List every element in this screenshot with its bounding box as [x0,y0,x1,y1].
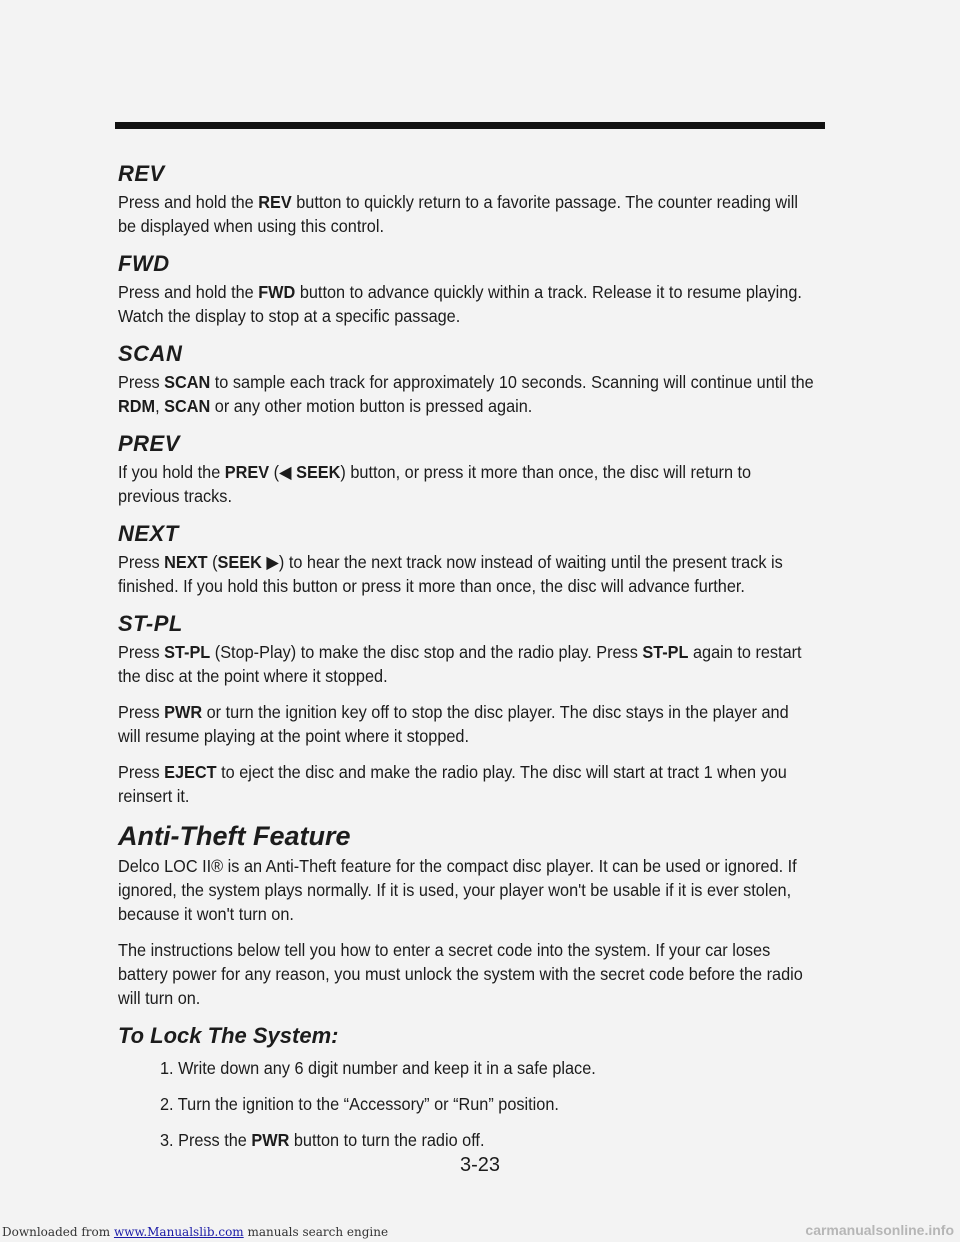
section-heading: PREV [118,431,180,456]
list-item: 1. Write down any 6 digit number and keep it in a safe place. [160,1058,596,1078]
section-heading: ST-PL [118,611,183,636]
section-heading: SCAN [118,341,183,366]
bold-term: NEXT [164,552,208,572]
section-rev [118,160,818,238]
watermark-text: carmanualsonline.info [805,1222,954,1238]
body-paragraph: Press SCAN to sample each track for approximately 10 seconds. Scanning will continue until the RDM, SCAN or any other motion button is pressed again. [118,372,814,416]
section-st-pl [118,610,818,808]
page-number: 3-23 [459,1154,501,1176]
bold-term: SEEK ▶ [217,552,279,572]
bold-term: RDM [118,396,156,416]
lock-steps-list [118,1056,818,1152]
body-paragraph: Press PWR or turn the ignition key off to stop the disc player. The disc stays in the player and will resume playing at the point where it stopped. [118,702,789,746]
body-paragraph: Press ST-PL (Stop-Play) to make the disc stop and the radio play. Press ST-PL again to restart the disc at the point where it stopped. [118,642,802,686]
bold-term: ST-PL [642,642,689,662]
body-paragraph: Press EJECT to eject the disc and make the radio play. The disc will start at tract 1 when you reinsert it. [118,762,787,806]
bold-term: FWD [258,282,296,302]
anti-theft-title: Anti-Theft Feature [118,821,351,851]
download-prefix: Downloaded from [2,1225,114,1239]
section-heading: REV [118,161,165,186]
list-item: 2. Turn the ignition to the “Accessory” or “Run” position. [160,1094,559,1114]
section-next [118,520,818,598]
section-prev [118,430,818,508]
bold-term: REV [258,192,292,212]
download-suffix: manuals search engine [243,1225,389,1239]
body-paragraph: If you hold the PREV (◀ SEEK) button, or press it more than once, the disc will return to previous tracks. [118,462,752,506]
header-rule [115,122,825,129]
body-paragraph: Press NEXT (SEEK ▶) to hear the next track now instead of waiting until the present track is finished. If you hold this button or press it more than once, the disc will advance further. [118,552,783,596]
bold-term: SCAN [164,396,211,416]
download-header [2,1225,388,1239]
bold-term: ST-PL [164,642,211,662]
body-paragraph: Press and hold the REV button to quickly return to a favorite passage. The counter reading will be displayed when using this control. [118,192,799,236]
section-scan [118,340,818,418]
list-item: 3. Press the PWR button to turn the radio off. [160,1130,485,1150]
bold-term: PWR [164,702,203,722]
section-fwd [118,250,818,328]
section-heading: FWD [118,251,170,276]
body-paragraph: Press and hold the FWD button to advance quickly within a track. Release it to resume playing. Watch the display to stop at a specific passage. [118,282,802,326]
bold-term: EJECT [164,762,217,782]
page-content [118,160,818,1164]
bold-term: PREV [224,462,270,482]
body-paragraph: Delco LOC II® is an Anti-Theft feature for the compact disc player. It can be used or ignored. If ignored, the system plays normally. If it is used, your player won't be usable if it is ever stolen, because it won't turn on. [118,856,797,924]
bold-term: SCAN [164,372,211,392]
lock-system-title: To Lock The System: [118,1023,339,1048]
bold-term: ◀ SEEK [279,462,341,482]
bold-term: PWR [251,1130,290,1150]
body-paragraph: The instructions below tell you how to enter a secret code into the system. If your car loses battery power for any reason, you must unlock the system with the secret code before the radio will turn on. [118,940,803,1008]
section-heading: NEXT [118,521,179,546]
manualslib-link[interactable]: www.Manualslib.com [113,1225,244,1239]
